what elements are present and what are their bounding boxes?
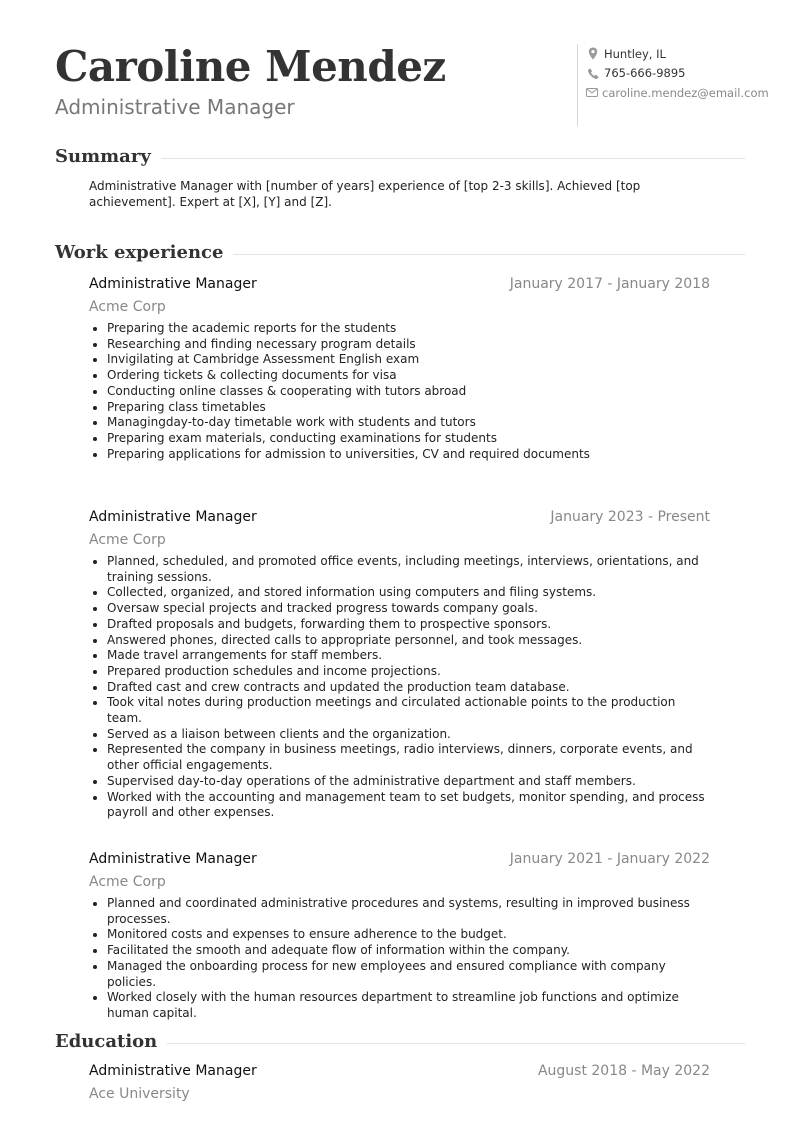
list-item: Answered phones, directed calls to appropriate personnel, and took messages. xyxy=(89,633,710,649)
list-item: Worked with the accounting and management team to set budgets, monitor spending, and process payroll and other expenses. xyxy=(89,790,710,821)
list-item: Prepared production schedules and income projections. xyxy=(89,664,710,680)
list-item: Preparing class timetables xyxy=(89,400,710,416)
contact-email xyxy=(586,83,767,103)
list-item: Invigilating at Cambridge Assessment English exam xyxy=(89,352,710,368)
list-item: Preparing exam materials, conducting examinations for students xyxy=(89,431,710,447)
entry-role: Administrative Manager xyxy=(89,276,257,292)
entry-bullets xyxy=(89,896,710,1022)
list-item: Planned and coordinated administrative procedures and systems, resulting in improved business processes. xyxy=(89,896,710,927)
work-section-header xyxy=(55,242,745,268)
list-item: Researching and finding necessary program details xyxy=(89,337,710,353)
list-item: Monitored costs and expenses to ensure adherence to the budget. xyxy=(89,927,710,943)
list-item: Made travel arrangements for staff members. xyxy=(89,648,710,664)
candidate-name: Caroline Mendez xyxy=(55,42,446,91)
summary-heading: Summary xyxy=(55,146,161,167)
phone-text: 765-666-9895 xyxy=(604,66,686,81)
phone-icon xyxy=(586,66,600,80)
list-item: Supervised day-to-day operations of the administrative department and staff members. xyxy=(89,774,710,790)
work-heading: Work experience xyxy=(55,242,233,263)
entry-role: Administrative Manager xyxy=(89,1063,257,1079)
envelope-icon xyxy=(586,86,598,100)
entry-role: Administrative Manager xyxy=(89,851,257,867)
entry-dates: January 2023 - Present xyxy=(550,509,710,525)
entry-dates: August 2018 - May 2022 xyxy=(537,1063,710,1079)
entry-organization: Acme Corp xyxy=(89,874,166,890)
list-item: Facilitated the smooth and adequate flow of information within the company. xyxy=(89,943,710,959)
list-item: Managingday-to-day timetable work with students and tutors xyxy=(89,415,710,431)
entry-dates: January 2021 - January 2022 xyxy=(509,851,710,867)
entry-bullets xyxy=(89,554,710,821)
list-item: Oversaw special projects and tracked progress towards company goals. xyxy=(89,601,710,617)
entry-dates: January 2017 - January 2018 xyxy=(509,276,710,292)
entry-bullets xyxy=(89,321,710,462)
list-item: Ordering tickets & collecting documents for visa xyxy=(89,368,710,384)
list-item: Managed the onboarding process for new employees and ensured compliance with company policies. xyxy=(89,959,710,990)
education-heading: Education xyxy=(55,1031,167,1052)
list-item: Represented the company in business meetings, radio interviews, dinners, corporate events, and other official engagements. xyxy=(89,742,710,773)
contact-block xyxy=(577,44,767,126)
education-section-header xyxy=(55,1031,745,1057)
map-pin-icon xyxy=(586,47,600,61)
candidate-title: Administrative Manager xyxy=(55,95,295,119)
list-item: Preparing applications for admission to universities, CV and required documents xyxy=(89,447,710,463)
contact-phone xyxy=(586,64,767,84)
list-item: Drafted proposals and budgets, forwarding them to prospective sponsors. xyxy=(89,617,710,633)
entry-role: Administrative Manager xyxy=(89,509,257,525)
list-item: Took vital notes during production meetings and circulated actionable points to the production team. xyxy=(89,695,710,726)
contact-location xyxy=(586,44,767,64)
list-item: Worked closely with the human resources department to streamline job functions and optimize human capital. xyxy=(89,990,710,1021)
list-item: Preparing the academic reports for the students xyxy=(89,321,710,337)
summary-section-header xyxy=(55,146,745,172)
entry-organization: Acme Corp xyxy=(89,532,166,548)
list-item: Collected, organized, and stored information using computers and filing systems. xyxy=(89,585,710,601)
list-item: Served as a liaison between clients and the organization. xyxy=(89,727,710,743)
email-link[interactable]: caroline.mendez@email.com xyxy=(602,85,769,100)
location-text: Huntley, IL xyxy=(604,46,666,61)
list-item: Planned, scheduled, and promoted office events, including meetings, interviews, orientations, and training sessions. xyxy=(89,554,710,585)
entry-organization: Acme Corp xyxy=(89,299,166,315)
list-item: Conducting online classes & cooperating with tutors abroad xyxy=(89,384,710,400)
summary-text: Administrative Manager with [number of years] experience of [top 2-3 skills]. Achieved [top achievement]. Expert at [X], [Y] and [Z]. xyxy=(89,179,641,209)
entry-organization: Ace University xyxy=(89,1086,190,1102)
list-item: Drafted cast and crew contracts and updated the production team database. xyxy=(89,680,710,696)
